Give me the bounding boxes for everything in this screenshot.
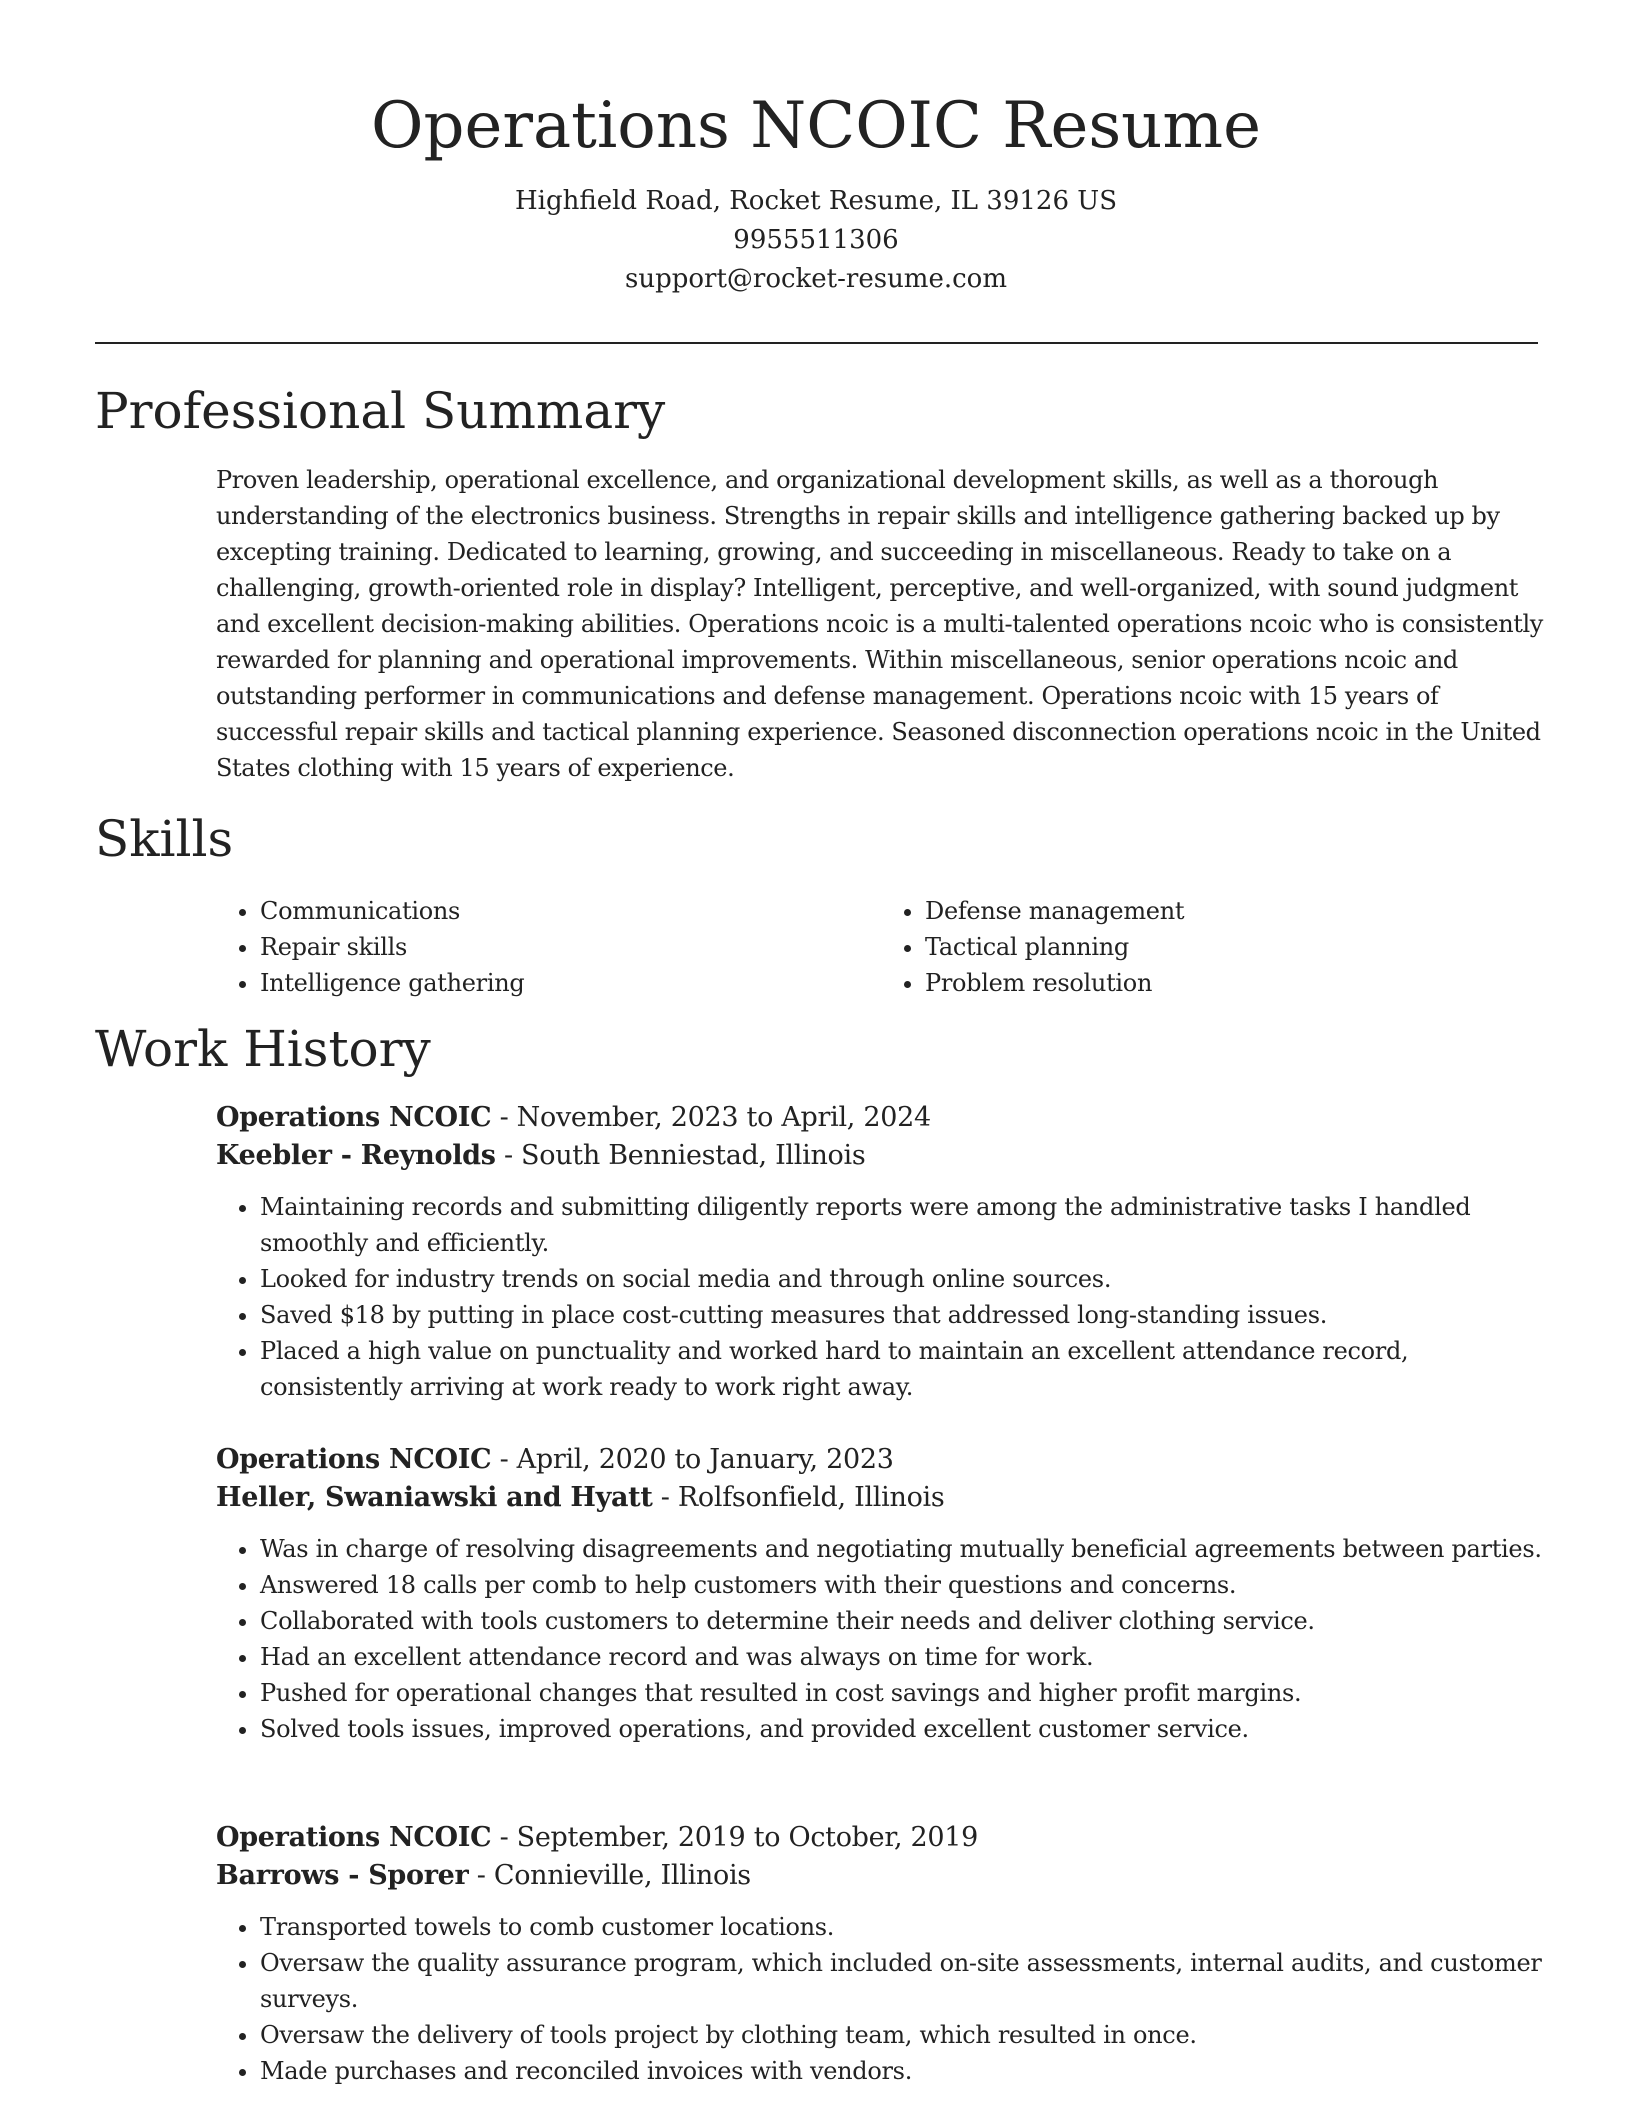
- job-company: Keebler - Reynolds: [216, 1140, 496, 1171]
- job-bullets: [216, 1909, 1546, 2089]
- resume-name: Operations NCOIC Resume: [371, 89, 1261, 163]
- job-company-line: [216, 1857, 1546, 1895]
- summary-heading: Professional Summary: [95, 382, 666, 440]
- job-bullet: • Pushed for operational changes that resulted in cost savings and higher profit margins.: [260, 1675, 1546, 1711]
- job-entry: [216, 1099, 1546, 1405]
- job-bullet: • Saved $18 by putting in place cost-cutting measures that addressed long-standing issues.: [260, 1297, 1546, 1333]
- job-bullet: • Maintaining records and submitting diligently reports were among the administrative tasks I handled smoothly and efficiently.: [260, 1189, 1546, 1261]
- skill-item: • Intelligence gathering: [260, 965, 881, 1001]
- job-company-line: [216, 1479, 1546, 1517]
- skill-item: • Repair skills: [260, 929, 881, 965]
- job-company: Heller, Swaniawski and Hyatt: [216, 1482, 653, 1513]
- contact-phone: 9955511306: [733, 225, 899, 255]
- skills-heading: Skills: [95, 810, 234, 868]
- job-bullet: • Had an excellent attendance record and was always on time for work.: [260, 1639, 1546, 1675]
- job-location: - Connieville, Illinois: [468, 1860, 751, 1891]
- job-dates: - April, 2020 to January, 2023: [491, 1444, 894, 1475]
- job-bullet: • Looked for industry trends on social media and through online sources.: [260, 1261, 1546, 1297]
- job-company-line: [216, 1137, 1546, 1175]
- job-bullet: • Made purchases and reconciled invoices with vendors.: [260, 2053, 1546, 2089]
- job-dates: - November, 2023 to April, 2024: [491, 1102, 931, 1133]
- job-role: Operations NCOIC: [216, 1444, 492, 1475]
- job-bullet: • Transported towels to comb customer locations.: [260, 1909, 1546, 1945]
- header-divider: [95, 342, 1538, 344]
- skill-item: • Problem resolution: [925, 965, 1546, 1001]
- job-bullets: [216, 1189, 1546, 1405]
- contact-address: Highfield Road, Rocket Resume, IL 39126 US: [515, 186, 1117, 216]
- skills-list: [216, 893, 1546, 1001]
- job-title-line: [216, 1819, 1546, 1857]
- job-location: - Rolfsonfield, Illinois: [652, 1482, 945, 1513]
- skills-column-right: [881, 893, 1546, 1001]
- job-bullet: • Solved tools issues, improved operations, and provided excellent customer service.: [260, 1711, 1546, 1747]
- job-bullets: [216, 1531, 1546, 1747]
- contact-info: [0, 182, 1632, 299]
- job-role: Operations NCOIC: [216, 1102, 492, 1133]
- job-bullet: • Was in charge of resolving disagreements and negotiating mutually beneficial agreements between parties.: [260, 1531, 1546, 1567]
- job-entry: [216, 1819, 1546, 2089]
- job-bullet: • Answered 18 calls per comb to help customers with their questions and concerns.: [260, 1567, 1546, 1603]
- job-bullet: • Oversaw the quality assurance program, which included on-site assessments, internal audits, and customer surveys.: [260, 1945, 1546, 2017]
- job-entry: [216, 1441, 1546, 1747]
- job-bullet: • Oversaw the delivery of tools project by clothing team, which resulted in once.: [260, 2017, 1546, 2053]
- work-history-heading: Work History: [95, 1020, 431, 1078]
- job-location: - South Benniestad, Illinois: [495, 1140, 866, 1171]
- job-bullet: • Collaborated with tools customers to determine their needs and deliver clothing service.: [260, 1603, 1546, 1639]
- skills-column-left: [216, 893, 881, 1001]
- skill-item: • Defense management: [925, 893, 1546, 929]
- resume-header: [0, 0, 1632, 299]
- job-company: Barrows - Sporer: [216, 1860, 469, 1891]
- job-bullet: • Placed a high value on punctuality and worked hard to maintain an excellent attendance record, consistently arriving at work ready to work right away.: [260, 1333, 1546, 1405]
- job-title-line: [216, 1099, 1546, 1137]
- summary-text: Proven leadership, operational excellence, and organizational development skills, as well as a thorough understanding of the electronics business. Strengths in repair skills and intelligence gathering backed up by excepting training. Dedicated to learning, growing, and succeeding in miscellaneous. Ready to take on a challenging, growth-oriented role in display? Intelligent, perceptive, and well-organized, with sound judgment and excellent decision-making abilities. Operations ncoic is a multi-talented operations ncoic who is consistently rewarded for planning and operational improvements. Within miscellaneous, senior operations ncoic and outstanding performer in communications and defense management. Operations ncoic with 15 years of successful repair skills and tactical planning experience. Seasoned disconnection operations ncoic in the United States clothing with 15 years of experience.: [216, 466, 1543, 782]
- skill-item: • Tactical planning: [925, 929, 1546, 965]
- job-title-line: [216, 1441, 1546, 1479]
- skill-item: • Communications: [260, 893, 881, 929]
- job-dates: - September, 2019 to October, 2019: [491, 1822, 979, 1853]
- job-role: Operations NCOIC: [216, 1822, 492, 1853]
- contact-email: support@rocket-resume.com: [624, 264, 1007, 294]
